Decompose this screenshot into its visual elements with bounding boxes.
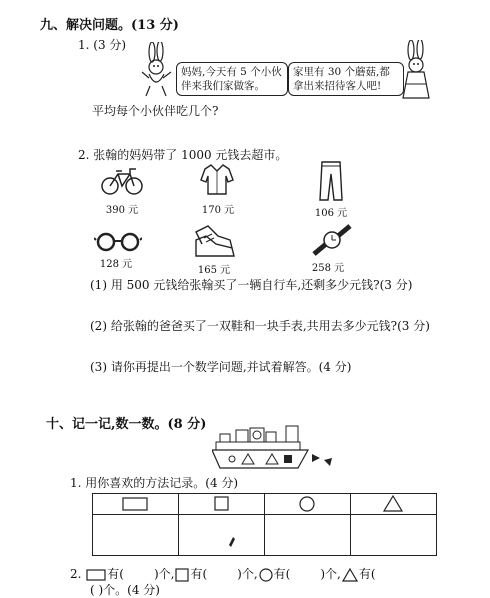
rectangle-icon: [123, 498, 147, 510]
square-count-close: )个,: [237, 567, 258, 581]
triangle-icon: [342, 568, 358, 582]
sub-question-2: (2) 给张翰的爸爸买了一双鞋和一块手表,共用去多少元钱?(3 分): [90, 319, 430, 333]
bicycle-price: 390 元: [105, 205, 139, 216]
glasses-price: 128 元: [99, 259, 133, 270]
tally-cell-triangle[interactable]: [351, 515, 437, 556]
count-question-line-1: [70, 565, 376, 582]
table-header-rectangle: [93, 494, 179, 515]
shape-ship-illustration: [212, 424, 338, 474]
speech-bubble-right: 家里有 30 个蘑菇,都拿出来招待客人吧!: [288, 62, 404, 96]
table-header-circle: [265, 494, 351, 515]
count-question-number: 2.: [70, 567, 82, 581]
table-header-square: [179, 494, 265, 515]
triangle-count-open: 有(: [358, 567, 376, 581]
square-icon: [215, 497, 228, 510]
shirt-price: 170 元: [201, 205, 235, 216]
square-count-open: 有(: [190, 567, 208, 581]
circle-icon: [259, 568, 273, 582]
square-icon: [175, 568, 189, 582]
shoes-price: 165 元: [197, 265, 231, 276]
rectangle-icon: [86, 569, 106, 581]
rectangle-count-close: )个,: [153, 567, 175, 581]
glasses-icon: [94, 232, 142, 252]
tally-cell-rectangle[interactable]: [93, 515, 179, 556]
triangle-icon: [384, 496, 402, 511]
bicycle-icon: [100, 166, 144, 196]
record-table: [92, 493, 437, 556]
speech-bubble-left: 妈妈,今天有 5 个小伙伴来我们家做客。: [176, 62, 288, 96]
shoes-icon: [192, 224, 238, 260]
tally-cell-square[interactable]: [179, 515, 265, 556]
watch-icon: [310, 224, 354, 258]
watch-price: 258 元: [311, 263, 345, 274]
rabbit-mother-icon: [398, 40, 434, 102]
section-9-title: 九、解决问题。(13 分): [40, 18, 179, 33]
circle-count-close: )个,: [320, 567, 341, 581]
question-2-label: 2. 张翰的妈妈带了 1000 元钱去超市。: [78, 148, 288, 162]
record-question: 1. 用你喜欢的方法记录。(4 分): [70, 476, 239, 490]
rectangle-count-open: 有(: [107, 567, 124, 581]
circle-count-open: 有(: [273, 567, 291, 581]
pants-icon: [318, 160, 344, 202]
tally-cell-circle[interactable]: [265, 515, 351, 556]
circle-icon: [300, 497, 314, 511]
table-header-triangle: [351, 494, 437, 515]
sub-question-3: (3) 请你再提出一个数学问题,并试着解答。(4 分): [90, 360, 352, 374]
pants-price: 106 元: [314, 208, 348, 219]
count-question-line-2: ( )个。(4 分): [90, 583, 160, 597]
sub-question-1: (1) 用 500 元钱给张翰买了一辆自行车,还剩多少元钱?(3 分): [90, 278, 413, 292]
rabbit-child-icon: [140, 42, 174, 100]
shirt-icon: [199, 162, 235, 196]
question-1-prompt: 平均每个小伙伴吃几个?: [92, 104, 219, 118]
section-10-title: 十、记一记,数一数。(8 分): [46, 417, 207, 432]
question-1-label: 1. (3 分): [78, 38, 127, 52]
pen-mark-icon: [229, 537, 235, 547]
